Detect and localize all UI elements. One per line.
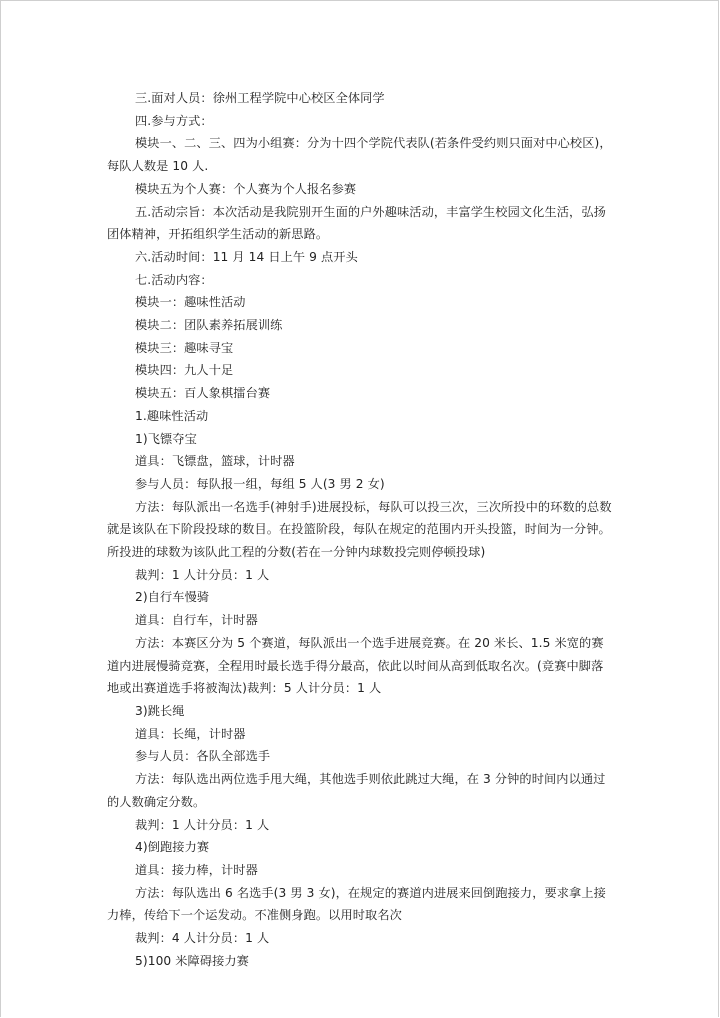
paragraph: 3)跳长绳 bbox=[135, 703, 185, 718]
paragraph: 道具：长绳，计时器 bbox=[135, 726, 246, 741]
paragraph: 4)倒跑接力赛 bbox=[135, 840, 210, 855]
paragraph: 1.趣味性活动 bbox=[135, 408, 209, 423]
paragraph: 模块四：九人十足 bbox=[135, 363, 234, 378]
paragraph: 方法：每队派出一名选手(神射手)进展投标，每队可以投三次，三次所投中的环数的总数就是该队在下阶段投球的数目。在投篮阶段，每队在规定的范围内开头投篮，时间为一分钟。所投进的球数为该队此工程的分数(若在一分钟内球数投完则停顿投球) bbox=[107, 499, 612, 560]
paragraph: 四.参与方式： bbox=[135, 113, 213, 128]
paragraph: 模块一、二、三、四为小组赛：分为十四个学院代表队(若条件受约则只面对中心校区)，每队人数是 10 人. bbox=[107, 136, 612, 174]
paragraph: 七.活动内容： bbox=[135, 272, 213, 287]
paragraph: 道具：飞镖盘，篮球，计时器 bbox=[135, 454, 295, 469]
paragraph: 方法：每队选出两位选手甩大绳，其他选手则依此跳过大绳，在 3 分钟的时间内以通过的人数确定分数。 bbox=[107, 772, 606, 809]
paragraph: 模块二：团队素养拓展训练 bbox=[135, 318, 283, 333]
paragraph: 裁判：4 人计分员：1 人 bbox=[135, 931, 270, 946]
paragraph: 模块五：百人象棋擂台赛 bbox=[135, 386, 271, 401]
paragraph: 模块一：趣味性活动 bbox=[135, 295, 246, 310]
paragraph: 1)飞镖夺宝 bbox=[135, 431, 197, 446]
paragraph: 参与人员：各队全部选手 bbox=[135, 749, 271, 764]
paragraph: 模块五为个人赛：个人赛为个人报名参赛 bbox=[135, 181, 357, 196]
paragraph: 五.活动宗旨：本次活动是我院别开生面的户外趣味活动，丰富学生校园文化生活，弘扬团体精神，开拓组织学生活动的新思路。 bbox=[107, 204, 606, 242]
paragraph: 5)100 米障碍接力赛 bbox=[135, 953, 249, 968]
paragraph: 模块三：趣味寻宝 bbox=[135, 340, 234, 355]
paragraph: 方法：每队选出 6 名选手(3 男 3 女)，在规定的赛道内进展来回倒跑接力，要求拿上接力棒，传给下一个运发动。不准侧身跑。以用时取名次 bbox=[107, 885, 606, 923]
paragraph: 2)自行车慢骑 bbox=[135, 590, 210, 605]
paragraph: 六.活动时间：11 月 14 日上午 9 点开头 bbox=[135, 249, 358, 264]
paragraph: 参与人员：每队报一组，每组 5 人(3 男 2 女) bbox=[135, 476, 385, 491]
paragraph: 道具：接力棒，计时器 bbox=[135, 862, 258, 877]
paragraph: 三.面对人员：徐州工程学院中心校区全体同学 bbox=[135, 91, 385, 105]
paragraph: 道具：自行车，计时器 bbox=[135, 613, 258, 628]
paragraph: 方法：本赛区分为 5 个赛道，每队派出一个选手进展竞赛。在 20 米长、1.5 米宽的赛道内进展慢骑竞赛，全程用时最长选手得分最高，依此以时间从高到低取名次。(竞赛中脚落地或出赛道选手将被淘汰)裁判：5 人计分员：1 人 bbox=[107, 635, 604, 696]
paragraph: 裁判：1 人计分员：1 人 bbox=[135, 817, 270, 832]
paragraph: 裁判：1 人计分员：1 人 bbox=[135, 567, 270, 582]
document-body bbox=[107, 87, 615, 972]
